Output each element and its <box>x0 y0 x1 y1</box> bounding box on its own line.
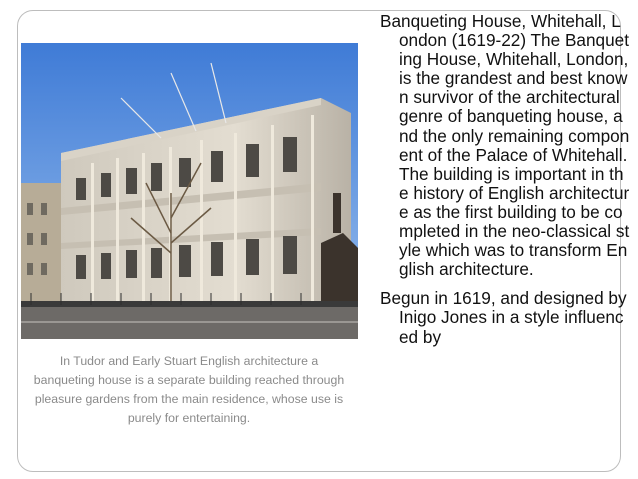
photo-caption: In Tudor and Early Stuart English architecture a banqueting house is a separate building reached through pleasure gardens from the main residence, whose use is purely for entertaining. <box>33 354 345 425</box>
paragraph-begun-1619: Begun in 1619, and designed by Inigo Jones in a style influenced by <box>380 288 627 347</box>
paragraph-banqueting-house: Banqueting House, Whitehall, London (1619-22) The Banqueting House, Whitehall, London, is the grandest and best known survivor of the architectural genre of banqueting house, and the only remaining component of the Palace of Whitehall. The building is important in the history of English architecture as the first building to be completed in the neo-classical style which was to transform English architecture. <box>380 11 630 280</box>
banqueting-house-photo <box>21 43 358 339</box>
body-text <box>380 12 630 347</box>
